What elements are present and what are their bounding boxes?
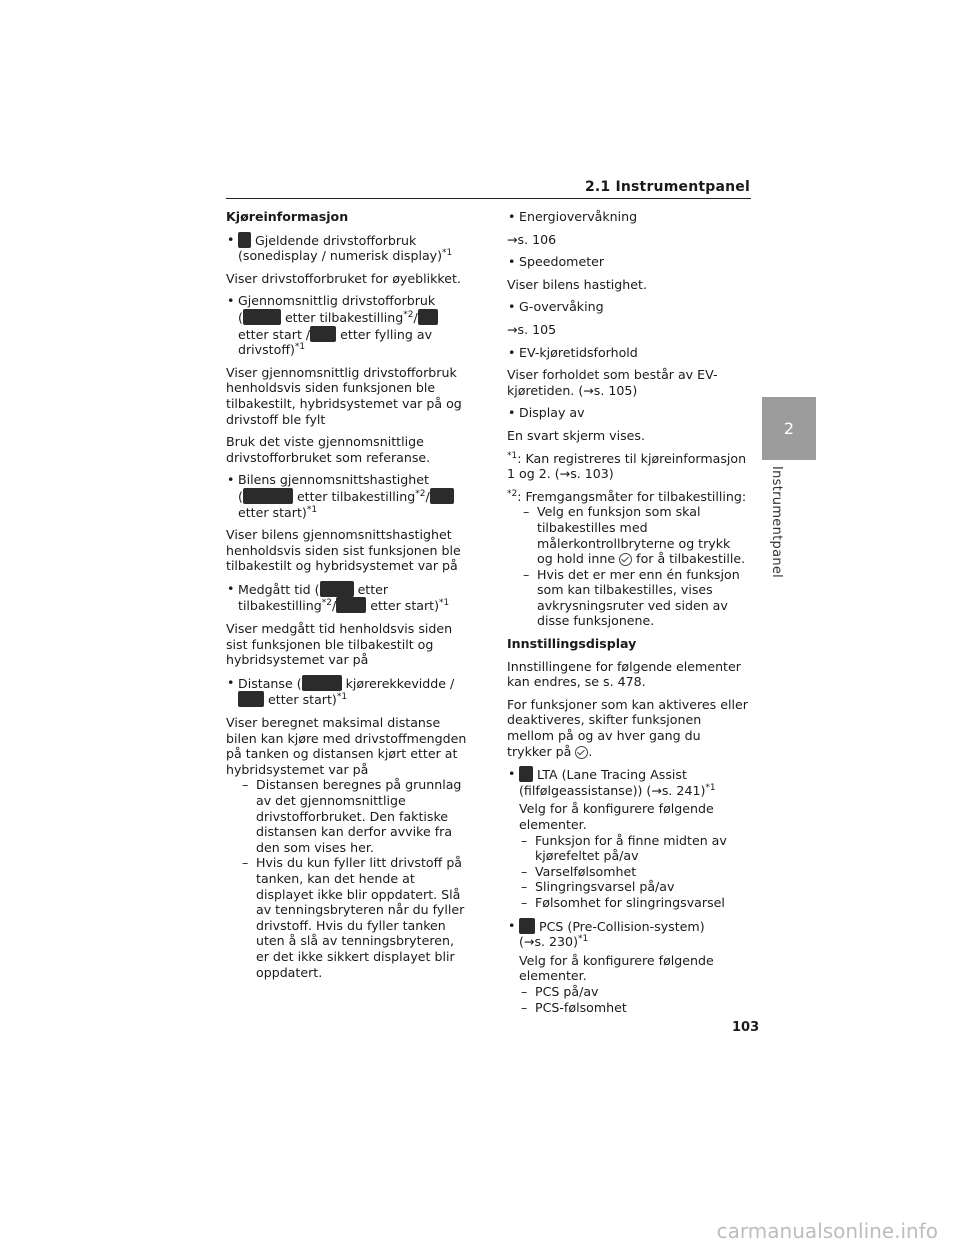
list-item: • EV-kjøretidsforhold <box>507 345 749 361</box>
dash-item: – Distansen beregnes på grunnlag av det gjennomsnittlige drivstofforbruket. Den faktiske distansen kan derfor avvike fra den som vises her. <box>242 777 462 855</box>
footnote-1: $^{*1}$: Kan registreres til kjøreinformasjon 1 og 2. (→s. 103) <box>507 450 747 482</box>
list-item: • Speedometer <box>507 254 749 270</box>
fuel-drop-icon <box>238 232 251 248</box>
list-item: • G-overvåking <box>507 299 749 315</box>
list-item: • Gjennomsnittlig drivstofforbruk ( etter tilbakestilling$^{*2}$/ etter start / etter fylling av drivstoff)$^{*1}$ <box>226 293 468 357</box>
dash-item: – Varselfølsomhet <box>521 863 637 879</box>
avg-speed-start-icon <box>430 488 454 504</box>
left-column <box>226 209 468 980</box>
dash-item: – Hvis det er mer enn én funksjon som kan tilbakestilles, vises avkrysningsruter ved siden av disse funksjonene. <box>523 566 740 629</box>
list-item: • Bilens gjennomsnittshastighet ( etter tilbakestilling$^{*2}$/ etter start)$^{*1}$ <box>226 472 468 520</box>
avg-speed-reset-icon <box>243 488 293 504</box>
list-item: • Distanse ( kjørerekkevidde / etter start)$^{*1}$ <box>226 675 468 708</box>
elapsed-time-reset-icon <box>320 581 354 597</box>
paragraph: Viser bilens gjennomsnittshastighet henholdsvis siden sist funksjonen ble tilbakestilt og hybridsystemet var på <box>226 527 461 574</box>
paragraph: Viser drivstofforbruket for øyeblikket. <box>226 270 461 286</box>
paragraph: Viser gjennomsnittlig drivstofforbruk henholdsvis siden funksjonen ble tilbakestilt, hybridsystemet var på og drivstoff ble fylt <box>226 364 462 427</box>
paragraph: Innstillingene for følgende elementer kan endres, se s. 478. <box>507 658 741 690</box>
distance-start-icon <box>238 691 264 707</box>
dash-item: – Følsomhet for slingringsvarsel <box>521 894 725 910</box>
ok-button-icon <box>575 746 588 759</box>
dash-item: – Hvis du kun fyller litt drivstoff på tanken, kan det hende at displayet ikke blir oppdatert. Slå av tenningsbryteren når du fyller drivstoff. Hvis du fyller tanken uten å slå av tenningsbryteren, er det ikke sikkert displayet blir oppdatert. <box>242 855 465 980</box>
paragraph: For funksjoner som kan aktiveres eller deaktiveres, skifter funksjonen mellom på og av hver gang du trykker på . <box>507 696 748 759</box>
right-column <box>507 209 749 1015</box>
paragraph: Viser beregnet maksimal distanse bilen kan kjøre med drivstoffmengden på tanken og distansen kjørt etter at hybridsystemet var på <box>226 715 467 777</box>
pcs-icon <box>519 918 535 934</box>
lta-details <box>507 801 749 910</box>
settings-heading: Innstillingsdisplay <box>507 636 637 652</box>
list-item: • LTA (Lane Tracing Assist (filfølgeassistanse)) (→s. 241)$^{*1}$ <box>507 766 749 798</box>
chapter-label: Instrumentpanel <box>769 466 784 579</box>
dash-item: – Slingringsvarsel på/av <box>521 879 675 895</box>
section-title: 2.1 Instrumentpanel <box>584 179 750 195</box>
page-number: 103 <box>732 1020 760 1035</box>
page-reference: →s. 106 <box>507 231 557 247</box>
avg-fuel-reset-icon <box>243 309 281 325</box>
elapsed-time-start-icon <box>336 597 366 613</box>
avg-fuel-start-icon <box>418 309 438 325</box>
list-item: • Energiovervåkning <box>507 209 749 225</box>
lta-icon <box>519 766 533 782</box>
dash-item: – PCS på/av <box>521 983 599 999</box>
header-divider <box>226 198 751 199</box>
dash-item: – PCS-følsomhet <box>521 999 627 1015</box>
pcs-details <box>507 953 749 1015</box>
paragraph: Viser medgått tid henholdsvis siden sist funksjonen ble tilbakestilt og hybridsystemet var på <box>226 621 453 668</box>
paragraph: En svart skjerm vises. <box>507 427 645 443</box>
paragraph: Velg for å konfigurere følgende elementer. <box>519 952 714 984</box>
paragraph: Velg for å konfigurere følgende elementer. <box>519 801 714 832</box>
avg-fuel-refuel-icon <box>310 326 336 342</box>
range-icon <box>302 675 342 691</box>
list-item: • Gjeldende drivstofforbruk (sonedisplay / numerisk display)$^{*1}$ <box>226 232 468 264</box>
watermark: carmanualsonline.info <box>716 1219 938 1243</box>
footnote-2: $^{*2}$: Fremgangsmåter for tilbakestilling: <box>507 488 747 504</box>
chapter-tab: 2 <box>762 397 816 460</box>
page-reference: →s. 105 <box>507 321 557 337</box>
ok-button-icon <box>619 553 632 566</box>
dash-item: – Velg en funksjon som skal tilbakestilles med målerkontrollbryterne og trykk og hold inne for å tilbakestille. <box>523 504 746 567</box>
driving-info-heading: Kjøreinformasjon <box>226 209 349 224</box>
list-item: • Display av <box>507 405 749 421</box>
paragraph: Viser bilens hastighet. <box>507 276 647 292</box>
paragraph: Viser forholdet som består av EV-kjøretiden. (→s. 105) <box>507 367 718 398</box>
list-item: • Medgått tid ( etter tilbakestilling$^{*2}$/ etter start)$^{*1}$ <box>226 581 468 614</box>
dash-item: – Funksjon for å finne midten av kjørefeltet på/av <box>521 832 727 864</box>
paragraph: Bruk det viste gjennomsnittlige drivstofforbruket som referanse. <box>226 434 431 465</box>
list-item: • PCS (Pre-Collision-system) (→s. 230)$^{*1}$ <box>507 918 749 950</box>
